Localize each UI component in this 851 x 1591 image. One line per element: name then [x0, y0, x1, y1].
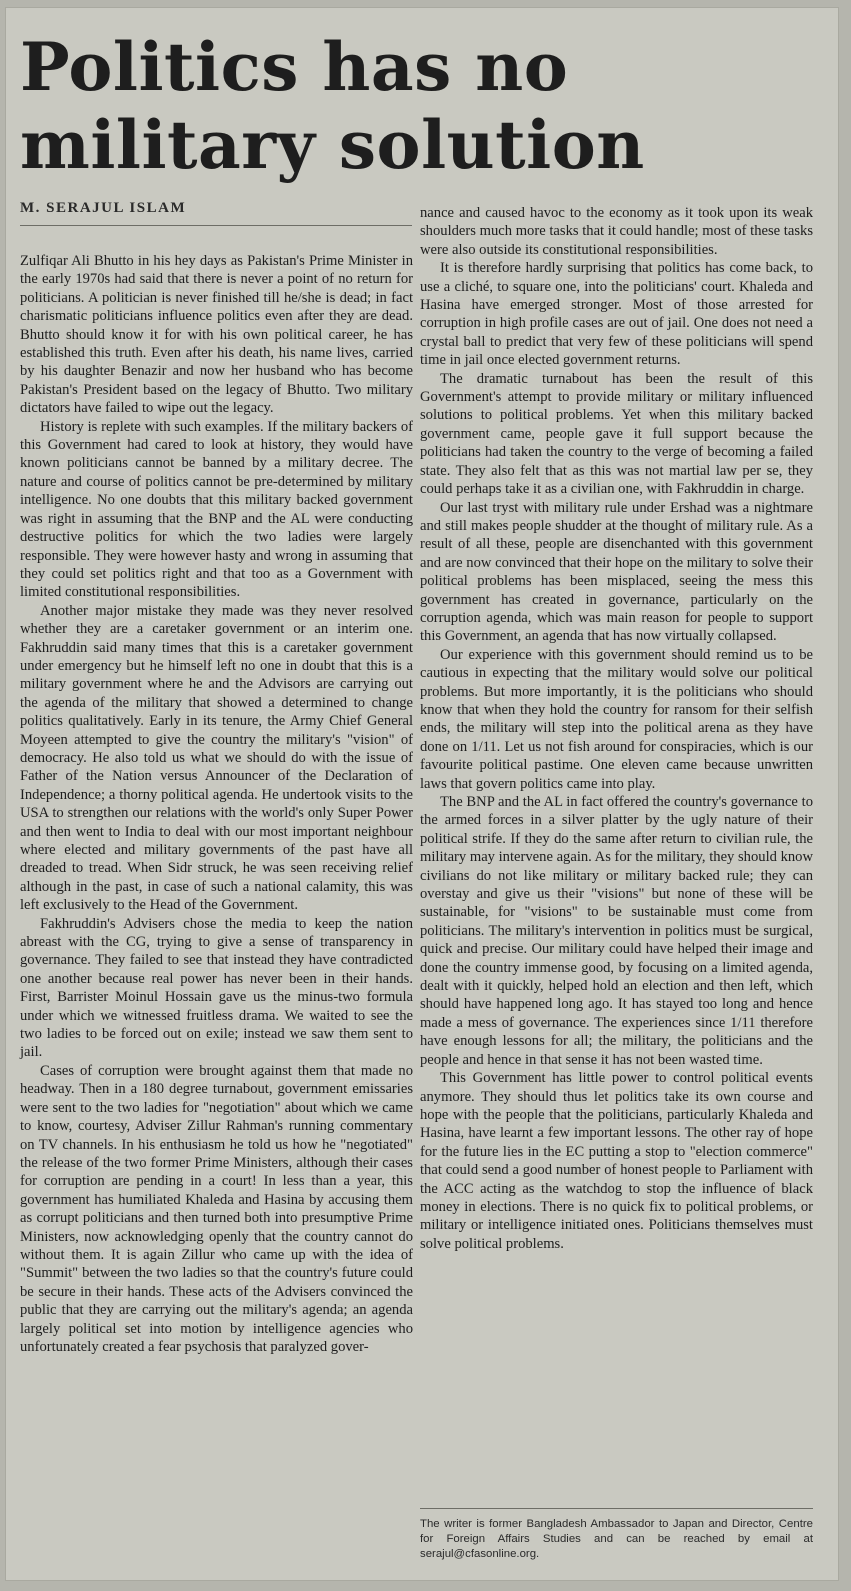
headline: Politics has no military solution — [20, 28, 645, 184]
paragraph: Our experience with this government should remind us to be cautious in expecting that the military would solve our political problems. But more importantly, it is the politicians who should know that when they hold the country for ransom for their selfish ends, the military will step into the political arena as they have done on 1/11. Let us not fish around for conspiracies, which is our favourite political pastime. One eleven came because unwritten laws that govern politics came into play. — [420, 646, 813, 792]
paragraph: Zulfiqar Ali Bhutto in his hey days as Pakistan's Prime Minister in the early 1970s had said that there is never a point of no return for politicians. A politician is never finished till he/she is dead; in fact charismatic politicians influence politics even after they are dead. Bhutto should know it for with his own political career, he has established this truth. Even after his death, his name lives, carried by his daughter Benazir and now her husband who has become Pakistan's President based on the legacy of Bhutto. Two military dictators have failed to wipe out the legacy. — [20, 253, 413, 417]
paragraph: History is replete with such examples. If the military backers of this Government had cared to look at history, they would have known politicians cannot be banned by a military decree. The nature and course of politics cannot be pre-determined by military intelligence. No one doubts that this military backed government was right in assuming that the BNP and the AL were conducting destructive politics for which the two ladies were largely responsible. They were however hasty and wrong in assuming that they could set politics right and that too as a Government with limited constitutional responsibilities. — [20, 418, 413, 601]
author-footnote: The writer is former Bangladesh Ambassador to Japan and Director, Centre for Foreign Affairs Studies and can be reached by email at serajul@cfasonline.org. — [420, 1508, 813, 1562]
paragraph: It is therefore hardly surprising that politics has come back, to use a cliché, to square one, into the politicians' court. Khaleda and Hasina have emerged stronger. Most of those arrested for corruption in high profile cases are out of jail. One does not need a crystal ball to predict that very few of these politicians will spend time in jail once elected government returns. — [420, 260, 813, 369]
article-column-1 — [20, 252, 413, 1356]
paragraph: Cases of corruption were brought against them that made no headway. Then in a 180 degree turnabout, government emissaries were sent to the two ladies for "negotiation" about which we came to know, courtesy, Adviser Zillur Rahman's running commentary on TV channels. In his enthusiasm he told us how he "negotiated" the release of the two former Prime Ministers, although their cases for corruption are pending in a court! In less than a year, this government has humiliated Khaleda and Hasina by accusing them as corrupt politicians and then turned both into presumptive Prime Ministers, now acknowledging openly that the country cannot do without them. It is again Zillur who came up with the idea of "Summit" between the two ladies so that the country's future could be secure in their hands. These acts of the Advisers convinced the public that they are carrying out the military's agenda; an agenda largely political set into motion by intelligence agencies who unfortunately created a fear psychosis that paralyzed gover- — [20, 1062, 413, 1355]
paragraph: Our last tryst with military rule under Ershad was a nightmare and still makes people shudder at the thought of military rule. As a result of all these, people are disenchanted with this government and are now convinced that their hope on the military to solve their political problems has been misplaced, seeing the mess this government has created in governance, particularly on the corruption agenda, which was main reason for people to support this Government, an agenda that has now virtually collapsed. — [420, 499, 813, 645]
paragraph: The dramatic turnabout has been the result of this Government's attempt to provide military or military influenced solutions to political problems. Yet when this military backed government came, people gave it full support because the politicians had taken the country to the verge of becoming a failed state. They also felt that as this was not martial law per se, they could perhaps take it as a civilian one, with Fakhruddin in charge. — [420, 370, 813, 498]
paragraph-continued: nance and caused havoc to the economy as it took upon its weak shoulders much more tasks that it could handle; most of these tasks were also outside its constitutional responsibilities. — [420, 205, 813, 258]
paragraph: The BNP and the AL in fact offered the country's governance to the armed forces in a silver platter by the ugly nature of their political strife. If they do the same after return to civilian rule, the military may intervene again. As for the military, they should know civilians do not like military or military backed rule; they can overstay and give us their "visions" but none of these will be sustainable, for "visions" to be sustainable must come from politicians. The military's intervention in politics must be surgical, quick and precise. Our military could have helped their image and done the country immense good, by focusing on a limited agenda, dealt with it quickly, helped hold an election and then left, which should have happened long ago. It has stayed too long and hence made a mess of governance. The experiences since 1/11 therefore have enough lessons for all; the military, the politicians and the people and hence in that sense it has not been wasted time. — [420, 794, 813, 1068]
paragraph: Another major mistake they made was they never resolved whether they are a caretaker government or an interim one. Fakhruddin said many times that this is a caretaker government under emergency but he himself left no one in doubt that this is a military government where he and the Advisors are carrying out the agenda of the military that showed a determined to change politics qualitatively. Early in its tenure, the Army Chief General Moyeen attempted to give the country the military's "vision" of democracy. He also told us what we should do with the issue of Father of the Nation versus Announcer of the Declaration of Independence; a thorny political agenda. He undertook visits to the USA to strengthen our relations with the world's only Super Power and then went to India to deal with our most important neighbour where elected and military governments of the past have all dreaded to tread. When Sidr struck, he was seen receiving relief although in the past, in case of such a national calamity, this was left exclusively to the Head of the Government. — [20, 602, 413, 914]
byline: M. SERAJUL ISLAM — [20, 200, 412, 226]
article-column-2 — [420, 204, 813, 1253]
newspaper-clipping — [6, 8, 838, 1580]
paragraph: This Government has little power to control political events anymore. They should thus let politics take its own course and hope with the people that the politicians, particularly Khaleda and Hasina, have learnt a few important lessons. The other ray of hope for the future lies in the EC putting a stop to "election commerce" that could send a good number of honest people to Parliament with the ACC acting as the watchdog to stop the influence of black money in elections. There is no quick fix to political problems, or military or intelligence initiated ones. Politicians themselves must solve political problems. — [420, 1070, 813, 1252]
paragraph: Fakhruddin's Advisers chose the media to keep the nation abreast with the CG, trying to give a sense of transparency in governance. They failed to see that instead they have contradicted one another because real power has never been in their hands. First, Barrister Moinul Hossain gave us the minus-two formula under which we witnessed fruitless drama. We waited to see the two ladies to be forced out on exile; instead we saw them sent to jail. — [20, 915, 413, 1061]
